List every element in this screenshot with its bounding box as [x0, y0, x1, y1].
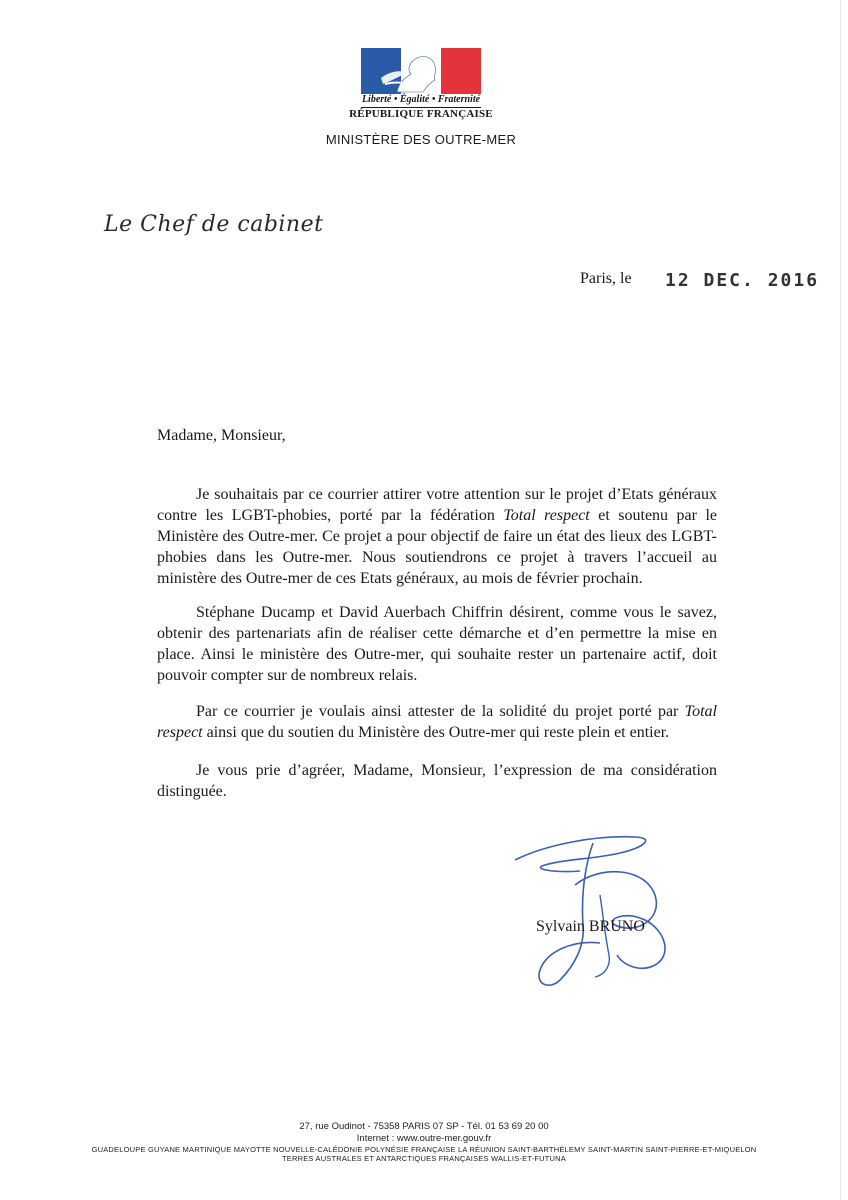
- paragraph-text: Stéphane Ducamp et David Auerbach Chiffrin désirent, comme vous le savez, obtenir des partenariats afin de réaliser cette démarche et d’en permettre la mise en place. Ainsi le ministère des Outre-mer, qui souhaite rester un partenaire actif, doit pouvoir compter sur de nombreux relais.: [157, 604, 717, 684]
- paragraph-text: Je souhaitais par ce courrier attirer votre attention sur le projet d’Etats généraux contre les LGBT-phobies, porté par la fédération: [157, 486, 717, 524]
- republique-francaise-label: RÉPUBLIQUE FRANÇAISE: [349, 108, 493, 120]
- paragraph: [157, 484, 717, 589]
- sender-title: Le Chef de cabinet: [104, 212, 324, 237]
- date-stamp: 12 DEC. 2016: [665, 270, 820, 291]
- page-edge-line: [840, 0, 841, 1200]
- republic-motto: Liberté • Égalité • Fraternité: [361, 94, 481, 105]
- paragraph-text: ainsi que du soutien du Ministère des Outre-mer qui reste plein et entier.: [202, 724, 670, 741]
- footer-address: 27, rue Oudinot - 75358 PARIS 07 SP - Tél. 01 53 69 20 00: [299, 1121, 549, 1132]
- paragraph-text: et soutenu par le Ministère des Outre-mer. Ce projet a pour objectif de faire un état des lieux des LGBT-phobies dans les Outre-mer. Nous soutiendrons ce projet à travers l’accueil au ministère des Outre-mer de ces Etats généraux, au mois de février prochain.: [157, 507, 717, 587]
- paragraph-text: Par ce courrier je voulais ainsi attester de la solidité du projet porté par: [196, 703, 685, 720]
- salutation: Madame, Monsieur,: [157, 427, 286, 444]
- footer-territories: GUADELOUPE GUYANE MARTINIQUE MAYOTTE NOUVELLE-CALÉDONIE POLYNÉSIE FRANÇAISE LA RÉUNION SAINT-BARTHÉLEMY SAINT-MARTIN SAINT-PIERRE-ET-MIQUELON: [91, 1145, 757, 1154]
- date-prefix: Paris, le: [580, 270, 632, 287]
- paragraph: [157, 760, 717, 802]
- signer-name: Sylvain BRUNO: [536, 918, 645, 935]
- paragraph-emphasis: Total respect: [503, 507, 590, 524]
- marianne-logo: [361, 48, 481, 94]
- footer-website: Internet : www.outre-mer.gouv.fr: [356, 1133, 492, 1144]
- paragraph: [157, 701, 717, 743]
- footer-territories: TERRES AUSTRALES ET ANTARCTIQUES FRANÇAISES WALLIS-ET-FUTUNA: [282, 1154, 566, 1163]
- ministry-name: MINISTÈRE DES OUTRE-MER: [325, 132, 517, 147]
- paragraph-text: Je vous prie d’agréer, Madame, Monsieur, l’expression de ma considération distinguée.: [157, 762, 717, 800]
- handwritten-signature: [505, 825, 680, 995]
- paragraph: [157, 602, 717, 686]
- paragraph-emphasis: Total respect: [157, 703, 717, 741]
